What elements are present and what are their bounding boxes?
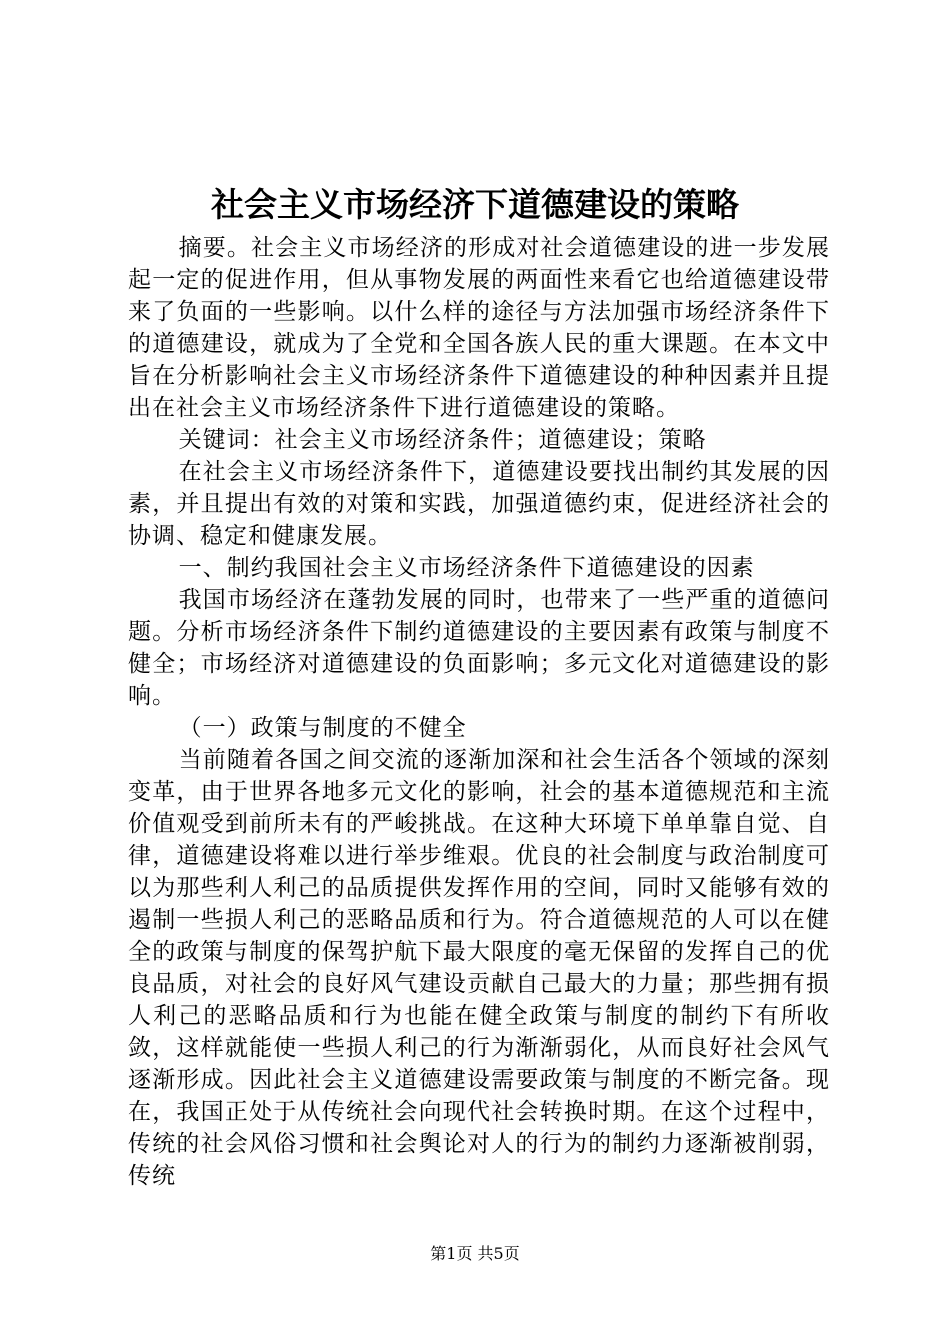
paragraph-section-1: 我国市场经济在蓬勃发展的同时，也带来了一些严重的道德问题。分析市场经济条件下制约道德建设的主要因素有政策与制度不健全；市场经济对道德建设的负面影响；多元文化对道德建设的影响。 <box>128 587 830 709</box>
paragraph-keywords: 关键词：社会主义市场经济条件；道德建设；策略 <box>178 427 707 453</box>
page-footer: 第1页 共5页 <box>430 1244 520 1263</box>
document-title: 社会主义市场经济下道德建设的策略 <box>211 185 739 224</box>
subsection-heading-1: （一）政策与制度的不健全 <box>178 715 467 741</box>
section-heading-1: 一、制约我国社会主义市场经济条件下道德建设的因素 <box>178 555 755 581</box>
paragraph-intro: 在社会主义市场经济条件下，道德建设要找出制约其发展的因素，并且提出有效的对策和实践，加强道德约束，促进经济社会的协调、稳定和健康发展。 <box>128 459 830 549</box>
paragraph-abstract: 摘要。社会主义市场经济的形成对社会道德建设的进一步发展起一定的促进作用，但从事物发展的两面性来看它也给道德建设带来了负面的一些影响。以什么样的途径与方法加强市场经济条件下的道德建设，就成为了全党和全国各族人民的重大课题。在本文中旨在分析影响社会主义市场经济条件下道德建设的种种因素并且提出在社会主义市场经济条件下进行道德建设的策略。 <box>128 235 830 421</box>
paragraph-subsection-1: 当前随着各国之间交流的逐渐加深和社会生活各个领域的深刻变革，由于世界各地多元文化的影响，社会的基本道德规范和主流价值观受到前所未有的严峻挑战。在这种大环境下单单靠自觉、自律，道德建设将难以进行举步维艰。优良的社会制度与政治制度可以为那些利人利己的品质提供发挥作用的空间，同时又能够有效的遏制一些损人利己的恶略品质和行为。符合道德规范的人可以在健全的政策与制度的保驾护航下最大限度的毫无保留的发挥自己的优良品质，对社会的良好风气建设贡献自己最大的力量；那些拥有损人利己的恶略品质和行为也能在健全政策与制度的制约下有所收敛，这样就能使一些损人利己的行为渐渐弱化，从而良好社会风气逐渐形成。因此社会主义道德建设需要政策与制度的不断完备。现在，我国正处于从传统社会向现代社会转换时期。在这个过程中，传统的社会风俗习惯和社会舆论对人的行为的制约力逐渐被削弱，传统 <box>128 747 830 1189</box>
document-body <box>128 232 830 1192</box>
